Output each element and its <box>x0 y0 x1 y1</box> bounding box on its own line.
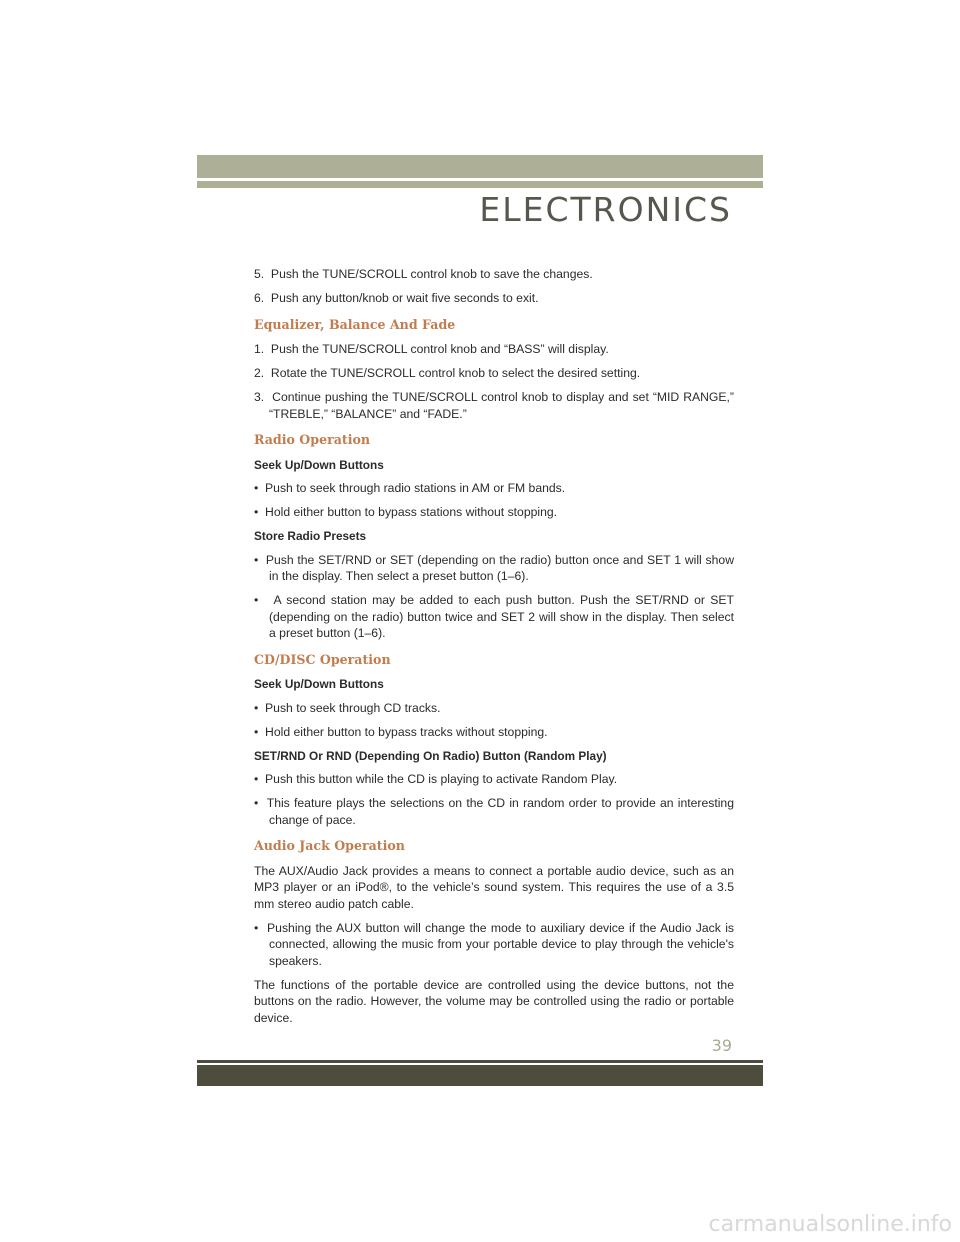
subheading-seek: Seek Up/Down Buttons <box>254 677 384 691</box>
section-title: ELECTRONICS <box>479 190 732 229</box>
paragraph: The functions of the portable device are controlled using the device buttons, not the buttons on the radio. However, the volume may be controlled using the radio or portable device. <box>254 977 734 1025</box>
step-item: 5. Push the TUNE/SCROLL control knob to save the changes. <box>254 267 593 281</box>
subheading-random-play: SET/RND Or RND (Depending On Radio) Button (Random Play) <box>254 748 607 763</box>
bullet-item: • Push the SET/RND or SET (depending on the radio) button once and SET 1 will show in the display. Then select a preset button (1–6). <box>254 552 734 583</box>
bullet-item: • Push to seek through CD tracks. <box>254 700 441 715</box>
page-body <box>254 266 734 1034</box>
paragraph: The AUX/Audio Jack provides a means to connect a portable audio device, such as an MP3 player or an iPod®, to the vehicle’s sound system. This requires the use of a 3.5 mm stereo audio patch cable. <box>254 863 734 911</box>
watermark: carmanualsonline.info <box>708 1212 952 1237</box>
section-heading-radio: Radio Operation <box>254 432 371 447</box>
bullet-item: • This feature plays the selections on the CD in random order to provide an interesting change of pace. <box>254 796 734 827</box>
footer-rule <box>197 1060 763 1063</box>
section-heading-audio-jack: Audio Jack Operation <box>254 838 405 853</box>
step-item: 2. Rotate the TUNE/SCROLL control knob to select the desired setting. <box>254 366 641 380</box>
subheading-seek: Seek Up/Down Buttons <box>254 457 384 472</box>
page-number: 39 <box>711 1036 732 1055</box>
footer-bar <box>197 1065 763 1086</box>
bullet-item: • A second station may be added to each push button. Push the SET/RND or SET (depending on the radio) button twice and SET 2 will show in the display. Then select a preset button (1–6). <box>254 593 734 640</box>
bullet-item: • Hold either button to bypass tracks without stopping. <box>254 724 548 739</box>
header-rule <box>197 181 763 188</box>
step-item: 1. Push the TUNE/SCROLL control knob and “BASS” will display. <box>254 342 609 356</box>
section-heading-cd: CD/DISC Operation <box>254 651 391 667</box>
header-bar <box>197 155 763 178</box>
bullet-item: • Hold either button to bypass stations without stopping. <box>254 505 558 519</box>
step-item: 3. Continue pushing the TUNE/SCROLL control knob to display and set “MID RANGE,” “TREBLE,” “BALANCE” and “FADE.” <box>254 390 734 421</box>
section-heading-equalizer: Equalizer, Balance And Fade <box>254 316 456 332</box>
step-item: 6. Push any button/knob or wait five seconds to exit. <box>254 291 539 305</box>
bullet-item: • Pushing the AUX button will change the mode to auxiliary device if the Audio Jack is connected, allowing the music from your portable device to play through the vehicle's speakers. <box>254 920 734 968</box>
subheading-store-presets: Store Radio Presets <box>254 529 367 543</box>
bullet-item: • Push this button while the CD is playing to activate Random Play. <box>254 772 618 786</box>
bullet-item: • Push to seek through radio stations in AM or FM bands. <box>254 481 566 495</box>
